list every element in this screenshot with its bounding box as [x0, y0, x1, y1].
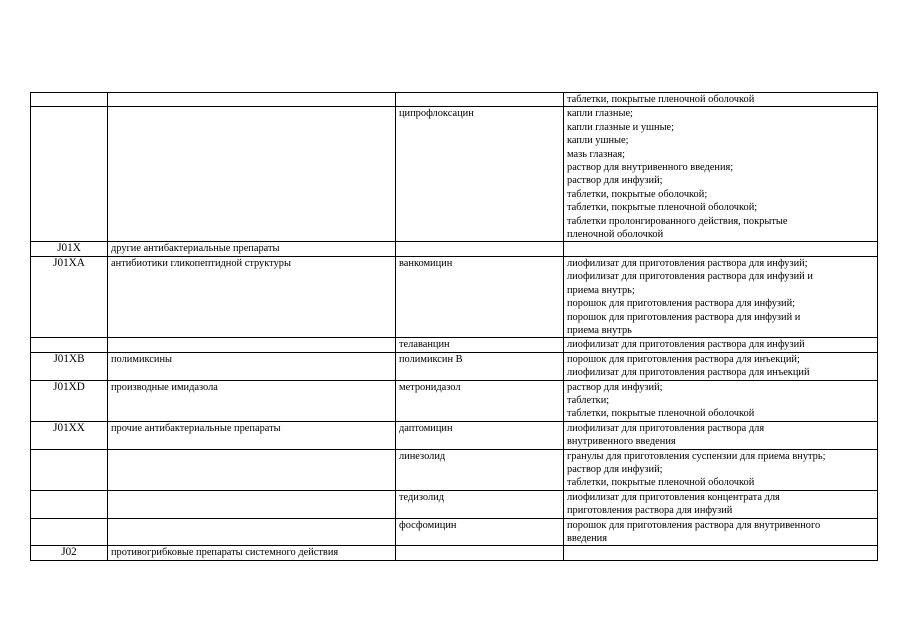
- dosage-form-line: мазь глазная;: [567, 148, 626, 160]
- atc-code-cell: [31, 338, 108, 352]
- dosage-form-line: порошок для приготовления раствора для инфузий и: [567, 311, 801, 323]
- dosage-form-line: таблетки, покрытые оболочкой;: [567, 188, 708, 200]
- pharmacological-group-cell: [108, 107, 396, 242]
- dosage-forms-cell: [564, 490, 878, 518]
- dosage-forms-cell: [564, 352, 878, 380]
- dosage-form-line: лиофилизат для приготовления раствора для инъекций: [567, 367, 810, 379]
- dosage-form-line: раствор для инфузий;: [567, 381, 663, 393]
- dosage-forms-cell: [564, 242, 878, 256]
- dosage-form-line: таблетки пролонгированного действия, покрытые: [567, 215, 788, 227]
- pharmacological-group-cell: [108, 490, 396, 518]
- drug-name-cell: ванкомицин: [396, 256, 564, 337]
- dosage-form-line: лиофилизат для приготовления раствора для инфузий и: [567, 271, 813, 283]
- dosage-form-line: приема внутрь: [567, 324, 632, 336]
- dosage-form-line: капли глазные;: [567, 108, 633, 120]
- atc-code-cell: [31, 518, 108, 546]
- table-row: [31, 380, 878, 421]
- dosage-forms-cell: [564, 421, 878, 449]
- atc-code-cell: J01XB: [31, 352, 108, 380]
- atc-code-cell: J01X: [31, 242, 108, 256]
- drug-name-cell: фосфомицин: [396, 518, 564, 546]
- drug-name-cell: линезолид: [396, 449, 564, 490]
- table-row: [31, 449, 878, 490]
- dosage-form-line: приготовления раствора для инфузий: [567, 505, 733, 517]
- dosage-form-line: внутривенного введения: [567, 436, 676, 448]
- dosage-form-line: лиофилизат для приготовления раствора для: [567, 422, 765, 434]
- table-row: [31, 338, 878, 352]
- dosage-forms-cell: [564, 256, 878, 337]
- dosage-form-line: таблетки, покрытые пленочной оболочкой;: [567, 202, 758, 214]
- dosage-forms-cell: [564, 107, 878, 242]
- table-row: [31, 256, 878, 337]
- drug-name-cell: [396, 242, 564, 256]
- dosage-form-line: таблетки, покрытые пленочной оболочкой: [567, 408, 755, 420]
- pharmacological-group-cell: антибиотики гликопептидной структуры: [108, 256, 396, 337]
- drug-name-cell: тедизолид: [396, 490, 564, 518]
- dosage-forms-cell: [564, 338, 878, 352]
- pharmacological-group-cell: полимиксины: [108, 352, 396, 380]
- drug-name-cell: полимиксин В: [396, 352, 564, 380]
- atc-code-cell: [31, 449, 108, 490]
- atc-code-cell: [31, 93, 108, 107]
- pharmacological-group-cell: производные имидазола: [108, 380, 396, 421]
- atc-code-cell: [31, 490, 108, 518]
- dosage-form-line: таблетки, покрытые пленочной оболочкой: [567, 477, 755, 489]
- table-row: [31, 490, 878, 518]
- atc-code-cell: J01XD: [31, 380, 108, 421]
- dosage-form-line: порошок для приготовления раствора для внутривенного: [567, 519, 821, 531]
- dosage-form-line: приема внутрь;: [567, 284, 635, 296]
- dosage-forms-cell: [564, 518, 878, 546]
- dosage-form-line: [567, 242, 874, 255]
- atc-code-cell: [31, 107, 108, 242]
- dosage-form-line: лиофилизат для приготовления раствора для инфузий;: [567, 257, 808, 269]
- dosage-form-line: таблетки;: [567, 394, 610, 406]
- dosage-form-line: раствор для инфузий;: [567, 463, 663, 475]
- table-row: [31, 242, 878, 256]
- dosage-forms-cell: [564, 93, 878, 107]
- table-row: [31, 421, 878, 449]
- drug-name-cell: [396, 93, 564, 107]
- dosage-form-line: капли ушные;: [567, 135, 629, 147]
- table-row: [31, 546, 878, 560]
- dosage-form-line: гранулы для приготовления суспензии для приема внутрь;: [567, 450, 826, 462]
- drug-name-cell: ципрофлоксацин: [396, 107, 564, 242]
- dosage-form-line: порошок для приготовления раствора для инъекций;: [567, 353, 800, 365]
- pharmacological-group-cell: [108, 449, 396, 490]
- drug-name-cell: метронидазол: [396, 380, 564, 421]
- drug-table-body: [31, 93, 878, 561]
- dosage-forms-cell: [564, 380, 878, 421]
- dosage-form-line: введения: [567, 533, 608, 544]
- table-row: [31, 107, 878, 242]
- dosage-form-line: капли глазные и ушные;: [567, 121, 675, 133]
- table-row: [31, 93, 878, 107]
- pharmacological-group-cell: другие антибактериальные препараты: [108, 242, 396, 256]
- atc-code-cell: J01XA: [31, 256, 108, 337]
- dosage-form-line: порошок для приготовления раствора для инфузий;: [567, 298, 796, 310]
- dosage-forms-cell: [564, 449, 878, 490]
- dosage-form-line: раствор для инфузий;: [567, 175, 663, 187]
- pharmacological-group-cell: [108, 338, 396, 352]
- pharmacological-group-cell: [108, 518, 396, 546]
- dosage-form-line: лиофилизат для приготовления раствора для инфузий: [567, 339, 805, 351]
- dosage-form-line: [567, 546, 874, 559]
- table-row: [31, 518, 878, 546]
- pharmacological-group-cell: прочие антибактериальные препараты: [108, 421, 396, 449]
- dosage-forms-cell: [564, 546, 878, 560]
- dosage-form-line: таблетки, покрытые пленочной оболочкой: [567, 94, 755, 105]
- drug-name-cell: телаванцин: [396, 338, 564, 352]
- dosage-form-line: пленочной оболочкой: [567, 229, 664, 241]
- pharmacological-group-cell: противогрибковые препараты системного действия: [108, 546, 396, 560]
- dosage-form-line: раствор для внутривенного введения;: [567, 162, 734, 174]
- dosage-form-line: лиофилизат для приготовления концентрата для: [567, 491, 780, 503]
- drug-table: [30, 92, 878, 561]
- pharmacological-group-cell: [108, 93, 396, 107]
- drug-name-cell: [396, 546, 564, 560]
- atc-code-cell: J02: [31, 546, 108, 560]
- table-row: [31, 352, 878, 380]
- atc-code-cell: J01XX: [31, 421, 108, 449]
- drug-name-cell: даптомицин: [396, 421, 564, 449]
